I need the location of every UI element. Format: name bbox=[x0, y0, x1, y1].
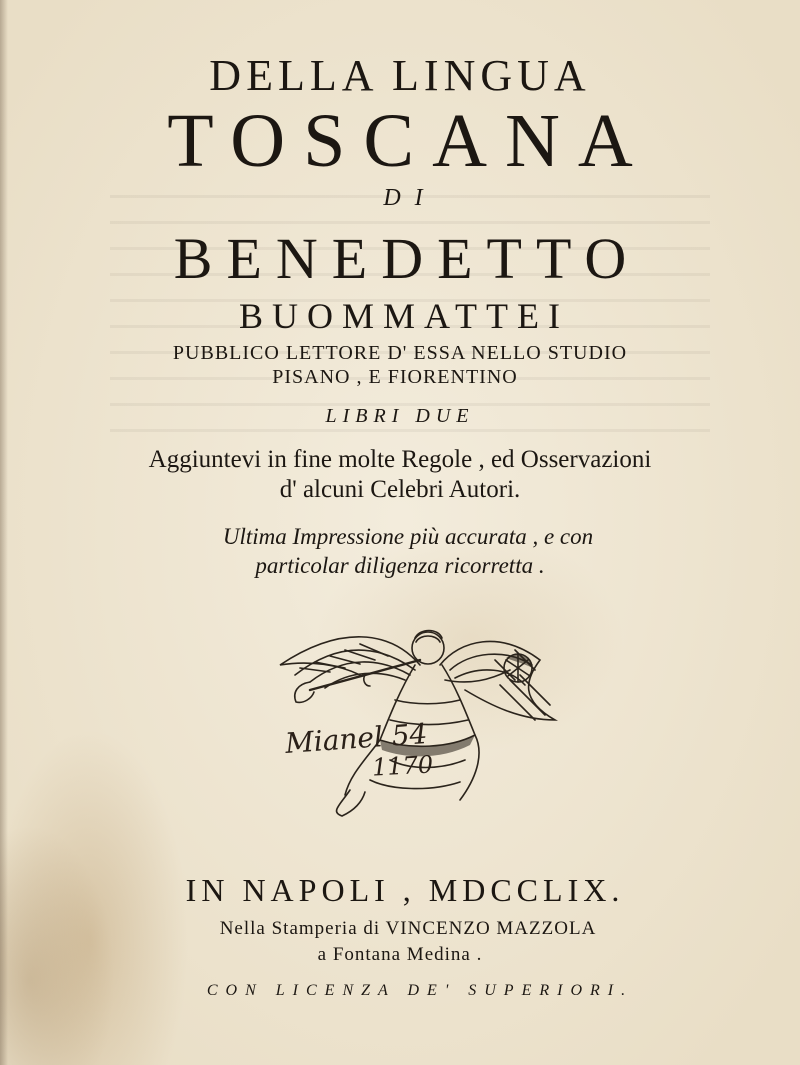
author-role-line-2: PISANO , E FIORENTINO bbox=[272, 366, 518, 388]
author-first-name: BENEDETTO bbox=[173, 226, 641, 291]
imprint-printer-line-2: a Fontana Medina . bbox=[317, 944, 483, 965]
handwritten-number: 1170 bbox=[371, 750, 434, 782]
edition-note-line-2: particolar diligenza ricorretta . bbox=[255, 553, 545, 578]
license-line: CON LICENZA DE' SUPERIORI. bbox=[206, 982, 634, 999]
title-line-di: DI bbox=[383, 185, 437, 211]
handwritten-shelfmark: Mianel 54 bbox=[284, 717, 429, 760]
addition-line-1: Aggiuntevi in fine molte Regole , ed Osservazioni bbox=[148, 446, 652, 473]
edition-note-line-1: Ultima Impressione più accurata , e con bbox=[222, 524, 594, 549]
author-role-line-1: PUBBLICO LETTORE D' ESSA NELLO STUDIO bbox=[172, 342, 628, 364]
volumes-line: LIBRI DUE bbox=[325, 405, 475, 427]
imprint-place-date: IN NAPOLI , MDCCLIX. bbox=[185, 872, 625, 908]
title-line-della-lingua: DELLA LINGUA bbox=[209, 51, 591, 100]
title-line-toscana: TOSCANA bbox=[167, 99, 651, 183]
imprint-printer-line-1: Nella Stamperia di VINCENZO MAZZOLA bbox=[219, 918, 597, 939]
author-surname: BUOMMATTEI bbox=[239, 296, 569, 336]
addition-line-2: d' alcuni Celebri Autori. bbox=[279, 476, 521, 503]
